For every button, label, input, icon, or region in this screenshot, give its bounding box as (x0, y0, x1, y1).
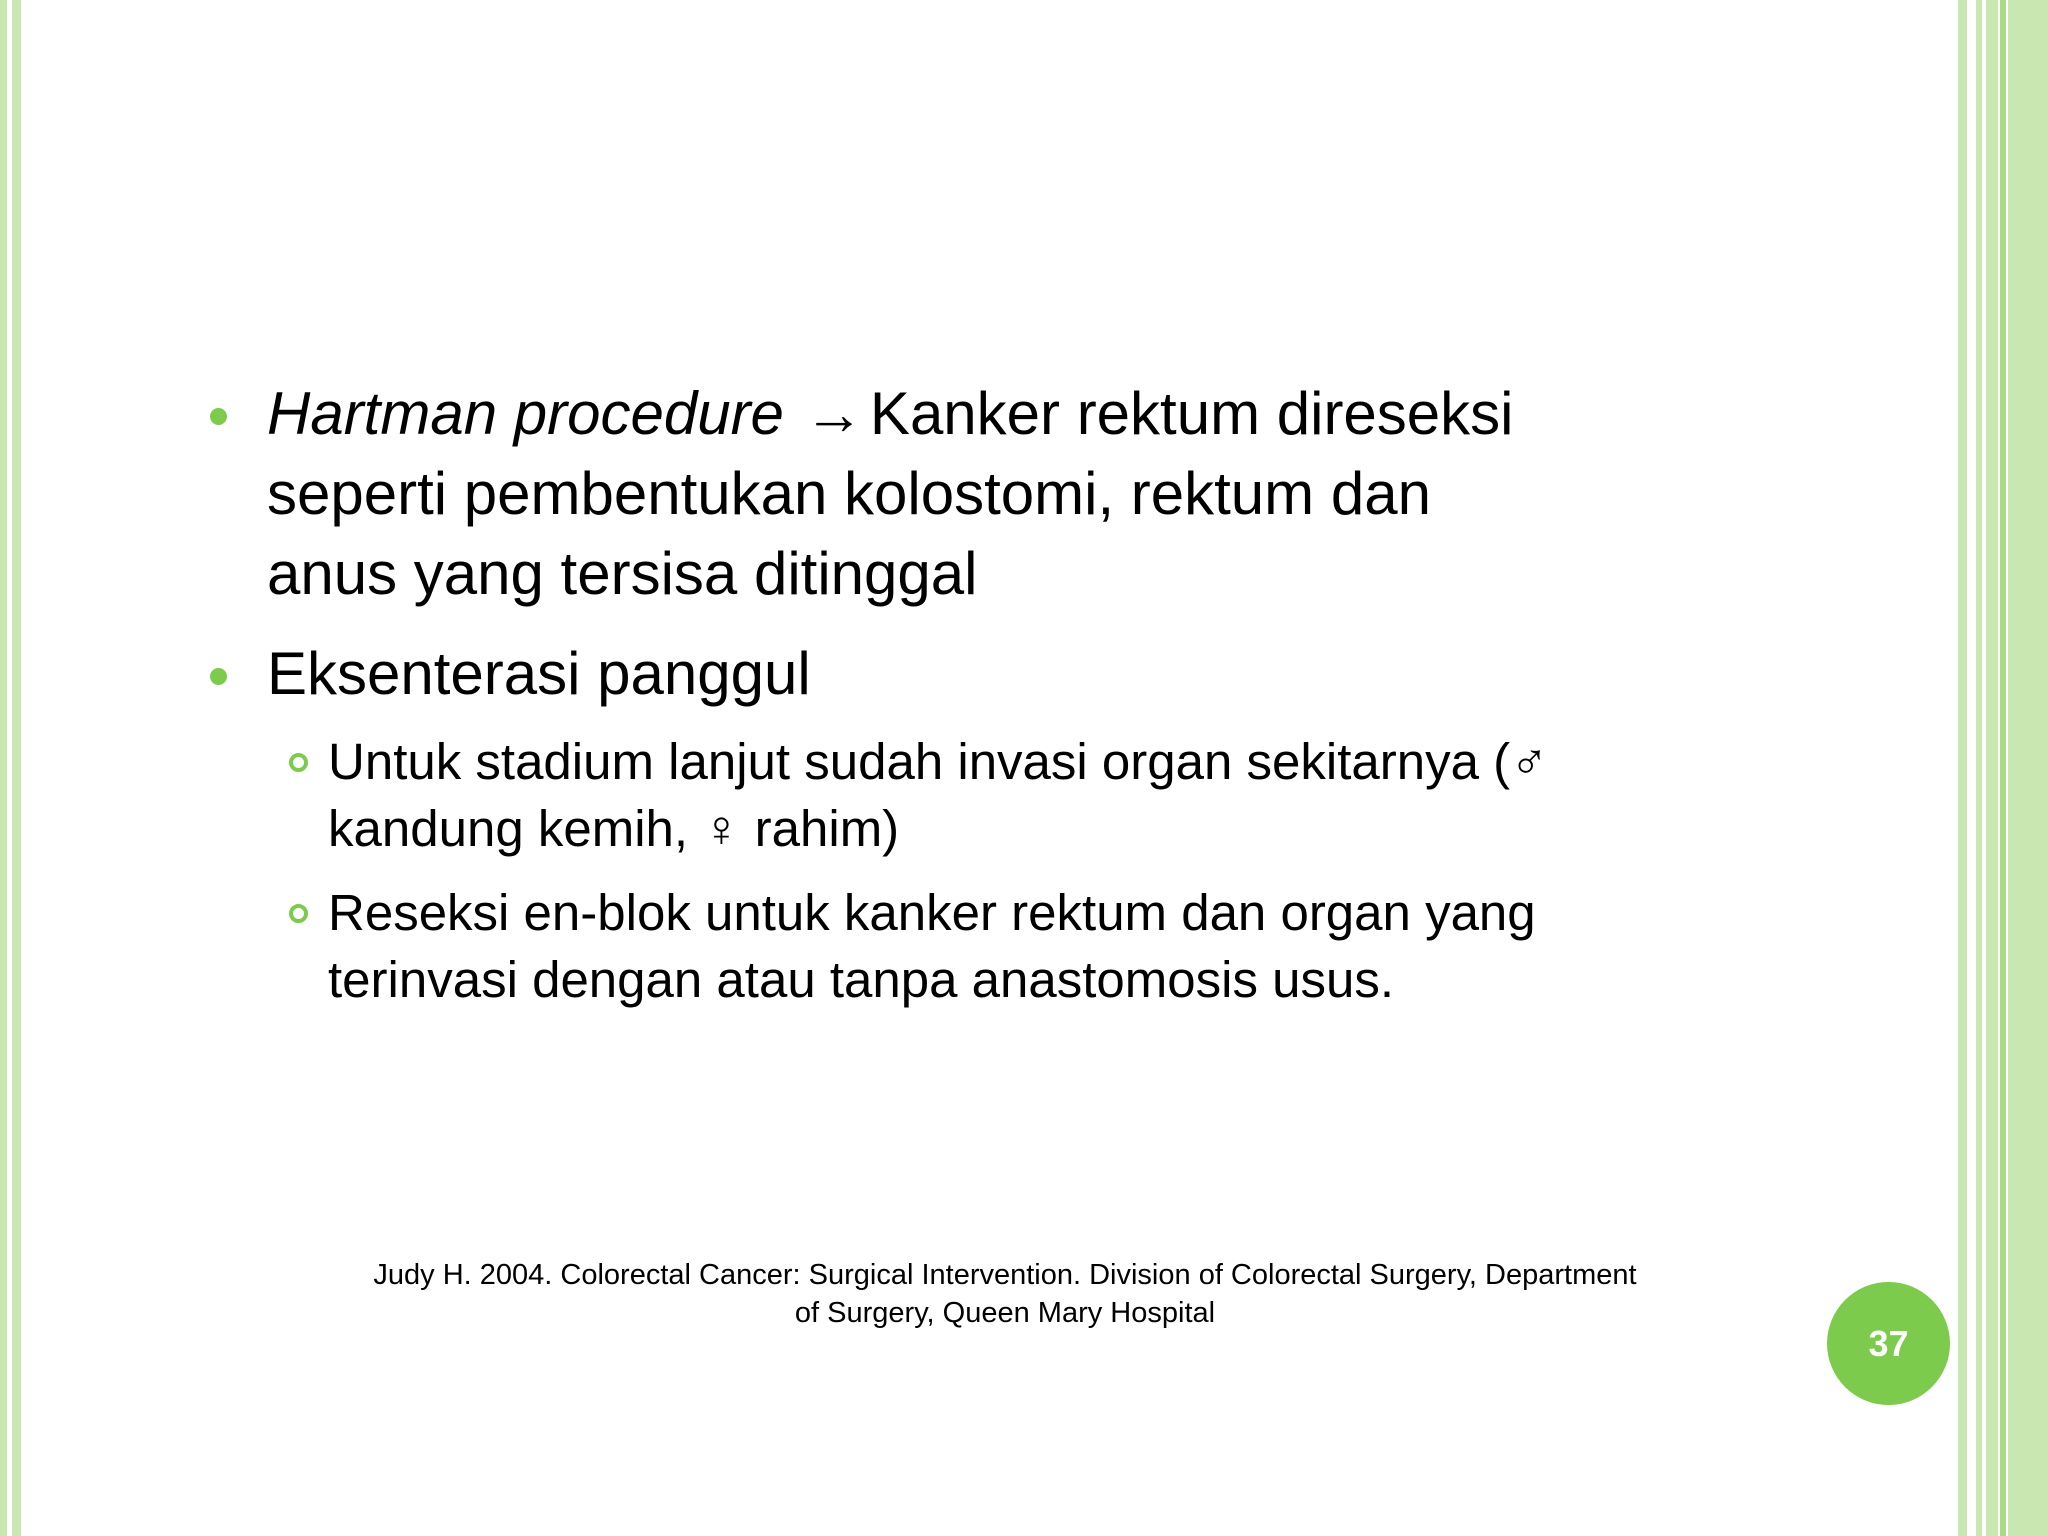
sub-bullet-line-2: kandung kemih, ♀ rahim) (328, 800, 900, 857)
reference-line-1: Judy H. 2004. Colorectal Cancer: Surgical Intervention. Division of Colorectal Surgery, Department (373, 1259, 1637, 1291)
right-arrow-icon: → (803, 380, 864, 447)
bullet-line-2: seperti pembentukan kolostomi, rektum dan (267, 460, 1431, 527)
sub-bullet-ring-icon (289, 904, 308, 923)
bullet-dot-icon (210, 668, 227, 685)
hartman-procedure-term: Hartman procedure (267, 380, 784, 447)
bullet-line-1 (267, 374, 1727, 454)
sub-bullet-line-1: Untuk stadium lanjut sudah invasi organ sekitarnya (♂ (328, 733, 1549, 790)
bullet-line-3: anus yang tersisa ditinggal (267, 540, 978, 607)
sub-bullet-reseksi-en-blok (328, 879, 1728, 1013)
sub-bullet-stadium-lanjut (328, 728, 1728, 862)
sub-bullet-line-1: Reseksi en-blok untuk kanker rektum dan organ yang (328, 884, 1536, 941)
page-number-badge: 37 (1827, 1282, 1950, 1405)
bullet-eksenterasi-panggul (267, 634, 1727, 714)
bullet-text: Eksenterasi panggul (267, 640, 811, 707)
bullet-text: Kanker rektum direseksi (869, 380, 1514, 447)
reference-line-2: of Surgery, Queen Mary Hospital (794, 1297, 1216, 1329)
sub-bullet-ring-icon (289, 753, 308, 772)
sub-bullet-line-2: terinvasi dengan atau tanpa anastomosis usus. (328, 951, 1395, 1008)
bullet-dot-icon (210, 408, 227, 425)
reference-citation (320, 1256, 1690, 1332)
bullet-hartman-procedure (267, 374, 1727, 614)
